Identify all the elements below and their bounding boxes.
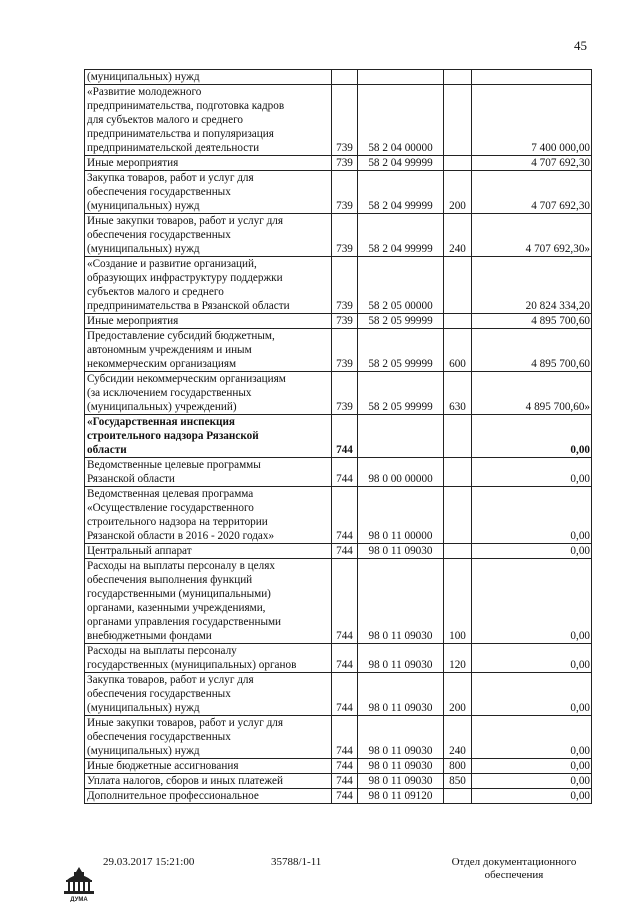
table-row (85, 70, 592, 85)
row-expense-type (444, 789, 472, 804)
row-name: Субсидии некоммерческим организациям (за исключением государственных (муниципальных) учреждений) (85, 372, 332, 415)
budget-table (84, 69, 592, 804)
row-expense-type: 200 (444, 673, 472, 716)
row-target-code: 98 0 11 09030 (358, 716, 444, 759)
table-row (85, 789, 592, 804)
table-row (85, 85, 592, 156)
table-row (85, 214, 592, 257)
row-expense-type: 800 (444, 759, 472, 774)
row-ved: 744 (332, 544, 358, 559)
table-row (85, 415, 592, 458)
row-name: Закупка товаров, работ и услуг для обеспечения государственных (муниципальных) нужд (85, 673, 332, 716)
row-target-code (358, 415, 444, 458)
table-row (85, 156, 592, 171)
row-sum: 0,00 (472, 487, 592, 544)
row-expense-type (444, 85, 472, 156)
row-ved: 739 (332, 214, 358, 257)
row-name: Центральный аппарат (85, 544, 332, 559)
row-expense-type (444, 458, 472, 487)
row-ved: 744 (332, 673, 358, 716)
row-target-code: 58 2 05 99999 (358, 372, 444, 415)
row-expense-type: 100 (444, 559, 472, 644)
row-sum: 0,00 (472, 644, 592, 673)
row-ved: 744 (332, 644, 358, 673)
row-ved: 744 (332, 559, 358, 644)
row-target-code: 58 2 04 00000 (358, 85, 444, 156)
table-row (85, 458, 592, 487)
row-sum: 0,00 (472, 673, 592, 716)
row-sum: 20 824 334,20 (472, 257, 592, 314)
row-name: «Развитие молодежного предпринимательства, подготовка кадров для субъектов малого и среднего предпринимательства и популяризация предпринимательской деятельности (85, 85, 332, 156)
row-expense-type: 240 (444, 214, 472, 257)
row-target-code: 98 0 11 09030 (358, 759, 444, 774)
table-row (85, 257, 592, 314)
row-ved: 739 (332, 314, 358, 329)
table-row (85, 716, 592, 759)
row-name: Расходы на выплаты персоналу государственных (муниципальных) органов (85, 644, 332, 673)
row-ved: 744 (332, 789, 358, 804)
row-name: Дополнительное профессиональное (85, 789, 332, 804)
row-expense-type (444, 415, 472, 458)
table-row (85, 759, 592, 774)
row-expense-type (444, 257, 472, 314)
table-row (85, 372, 592, 415)
row-sum: 4 895 700,60» (472, 372, 592, 415)
row-expense-type (444, 544, 472, 559)
row-target-code: 98 0 11 09030 (358, 559, 444, 644)
row-ved: 744 (332, 415, 358, 458)
footer-dept-line2: обеспечения (484, 869, 544, 881)
row-expense-type: 630 (444, 372, 472, 415)
row-ved: 739 (332, 85, 358, 156)
row-sum: 0,00 (472, 759, 592, 774)
row-ved: 739 (332, 156, 358, 171)
row-sum: 0,00 (472, 544, 592, 559)
table-row (85, 487, 592, 544)
row-name: Иные закупки товаров, работ и услуг для обеспечения государственных (муниципальных) нужд (85, 716, 332, 759)
row-target-code: 98 0 11 00000 (358, 487, 444, 544)
table-row (85, 673, 592, 716)
row-sum: 7 400 000,00 (472, 85, 592, 156)
table-row (85, 544, 592, 559)
row-target-code: 58 2 04 99999 (358, 171, 444, 214)
row-sum: 4 895 700,60 (472, 329, 592, 372)
footer-timestamp: 29.03.2017 15:21:00 (103, 856, 195, 868)
row-target-code: 98 0 11 09030 (358, 774, 444, 789)
duma-logo-icon (62, 866, 96, 902)
row-expense-type (444, 70, 472, 85)
row-name: «Государственная инспекция строительного надзора Рязанской области (85, 415, 332, 458)
row-sum: 0,00 (472, 789, 592, 804)
row-ved: 744 (332, 774, 358, 789)
table-row (85, 774, 592, 789)
row-target-code: 98 0 11 09030 (358, 644, 444, 673)
footer-department (444, 856, 584, 882)
row-ved: 744 (332, 716, 358, 759)
row-sum: 0,00 (472, 458, 592, 487)
row-target-code: 98 0 11 09120 (358, 789, 444, 804)
row-ved: 739 (332, 257, 358, 314)
row-expense-type (444, 314, 472, 329)
row-target-code: 58 2 04 99999 (358, 214, 444, 257)
row-name: Закупка товаров, работ и услуг для обеспечения государственных (муниципальных) нужд (85, 171, 332, 214)
row-sum: 0,00 (472, 716, 592, 759)
row-name: Иные бюджетные ассигнования (85, 759, 332, 774)
row-sum: 0,00 (472, 415, 592, 458)
footer-dept-line1: Отдел документационного (451, 856, 577, 868)
page-number: 45 (574, 38, 587, 53)
row-ved: 744 (332, 487, 358, 544)
row-expense-type: 850 (444, 774, 472, 789)
row-name: «Создание и развитие организаций, образующих инфраструктуру поддержки субъектов малого и среднего предпринимательства в Рязанской области (85, 257, 332, 314)
row-target-code: 58 2 05 99999 (358, 329, 444, 372)
svg-text:ДУМА: ДУМА (70, 897, 88, 902)
row-ved (332, 70, 358, 85)
row-name: Уплата налогов, сборов и иных платежей (85, 774, 332, 789)
row-expense-type (444, 156, 472, 171)
row-name: Иные мероприятия (85, 314, 332, 329)
row-target-code: 98 0 11 09030 (358, 544, 444, 559)
row-name: Иные закупки товаров, работ и услуг для обеспечения государственных (муниципальных) нужд (85, 214, 332, 257)
row-ved: 739 (332, 329, 358, 372)
table-row (85, 171, 592, 214)
row-expense-type: 240 (444, 716, 472, 759)
table-row (85, 314, 592, 329)
row-name: Ведомственные целевые программы Рязанской области (85, 458, 332, 487)
table-row (85, 644, 592, 673)
row-target-code: 58 2 05 00000 (358, 257, 444, 314)
row-ved: 744 (332, 458, 358, 487)
row-expense-type (444, 487, 472, 544)
row-sum: 0,00 (472, 559, 592, 644)
row-sum: 4 707 692,30» (472, 214, 592, 257)
row-target-code: 98 0 00 00000 (358, 458, 444, 487)
footer-doc-number: 35788/1-11 (271, 856, 322, 868)
row-sum: 4 707 692,30 (472, 156, 592, 171)
row-sum: 4 707 692,30 (472, 171, 592, 214)
row-target-code (358, 70, 444, 85)
row-name: Иные мероприятия (85, 156, 332, 171)
row-name: Предоставление субсидий бюджетным, автономным учреждениям и иным некоммерческим организациям (85, 329, 332, 372)
row-expense-type: 600 (444, 329, 472, 372)
table-row (85, 559, 592, 644)
row-ved: 744 (332, 759, 358, 774)
row-target-code: 58 2 04 99999 (358, 156, 444, 171)
row-target-code: 58 2 05 99999 (358, 314, 444, 329)
row-sum: 4 895 700,60 (472, 314, 592, 329)
row-sum: 0,00 (472, 774, 592, 789)
row-ved: 739 (332, 372, 358, 415)
row-target-code: 98 0 11 09030 (358, 673, 444, 716)
row-name: Расходы на выплаты персоналу в целях обеспечения выполнения функций государственными (муниципальными) органами, казенными учреждениями, органами управления государственными внебюджетными фондами (85, 559, 332, 644)
row-expense-type: 200 (444, 171, 472, 214)
row-name: (муниципальных) нужд (85, 70, 332, 85)
row-expense-type: 120 (444, 644, 472, 673)
row-name: Ведомственная целевая программа «Осуществление государственного строительного надзора на территории Рязанской области в 2016 - 2020 годах» (85, 487, 332, 544)
row-ved: 739 (332, 171, 358, 214)
row-sum (472, 70, 592, 85)
table-row (85, 329, 592, 372)
